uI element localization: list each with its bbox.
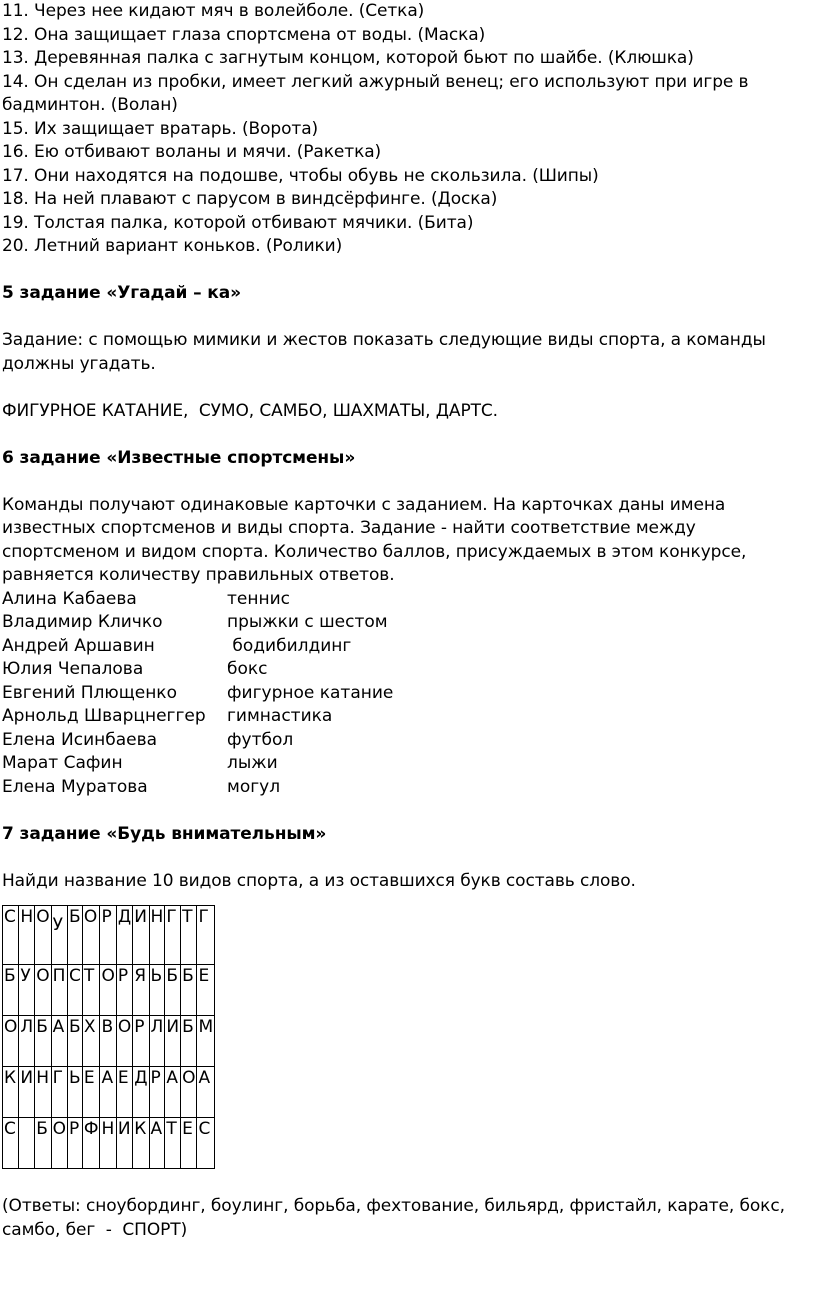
athlete-row xyxy=(2,729,812,753)
riddle-line: 20. Летний вариант коньков. (Ролики) xyxy=(2,236,343,256)
grid-cell: Б xyxy=(35,1118,51,1169)
grid-cell: Д xyxy=(133,1067,149,1118)
grid-cell: С xyxy=(3,1118,19,1169)
grid-cell: А xyxy=(149,1118,165,1169)
riddle-line: 15. Их защищает вратарь. (Ворота) xyxy=(2,118,319,139)
grid-cell: О xyxy=(3,1016,19,1067)
grid-cell: Б xyxy=(181,965,197,1016)
riddle-line: 12. Она защищает глаза спортсмена от воды. (Маска) xyxy=(2,24,486,45)
grid-cell: И xyxy=(116,1118,132,1169)
grid-cell: Н xyxy=(149,906,165,965)
task6-text: Команды получают одинаковые карточки с заданием. На карточках даны имена xyxy=(2,494,726,515)
grid-cell: С xyxy=(197,1118,215,1169)
grid-cell: Н xyxy=(35,1067,51,1118)
grid-cell: Р xyxy=(133,1016,149,1067)
grid-cell: Ф xyxy=(82,1118,100,1169)
grid-cell: Л xyxy=(149,1016,165,1067)
grid-cell: П xyxy=(51,965,67,1016)
athlete-name: Арнольд Шварцнеггер xyxy=(2,706,206,726)
grid-cell: Б xyxy=(67,906,82,965)
riddle-line: 18. На ней плавают с парусом в виндсёрфинге. (Доска) xyxy=(2,189,498,209)
sport-name: прыжки с шестом xyxy=(227,612,388,632)
grid-cell: О xyxy=(82,906,100,965)
document-page xyxy=(2,0,812,1242)
task7-heading: 7 задание «Будь внимательным» xyxy=(2,823,327,844)
task5-heading: 5 задание «Угадай – ка» xyxy=(2,283,241,303)
athlete-name: Елена Муратова xyxy=(2,776,148,797)
athlete-row xyxy=(2,682,812,706)
grid-cell: У xyxy=(19,965,35,1016)
grid-cell: Р xyxy=(67,1118,82,1169)
grid-cell: Е xyxy=(82,1067,100,1118)
grid-row xyxy=(3,1067,215,1118)
grid-cell: А xyxy=(197,1067,215,1118)
grid-cell: Б xyxy=(67,1016,82,1067)
grid-cell: О xyxy=(181,1067,197,1118)
sport-name: теннис xyxy=(227,588,290,609)
grid-cell: Б xyxy=(35,1016,51,1067)
task6-heading: 6 задание «Известные спортсмены» xyxy=(2,447,356,468)
sport-name: бокс xyxy=(227,659,268,679)
grid-cell: Г xyxy=(197,906,215,965)
riddle-line: 13. Деревянная палка с загнутым концом, которой бьют по шайбе. (Клюшка) xyxy=(2,48,694,68)
grid-cell: У xyxy=(51,906,67,965)
grid-cell: Е xyxy=(116,1067,132,1118)
grid-cell: Т xyxy=(181,906,197,965)
athlete-name: Марат Сафин xyxy=(2,753,123,773)
grid-cell: А xyxy=(51,1016,67,1067)
sport-name: фигурное катание xyxy=(227,682,394,703)
grid-cell: М xyxy=(197,1016,215,1067)
task6-text: равняется количеству правильных ответов. xyxy=(2,565,395,585)
riddle-line: бадминтон. (Волан) xyxy=(2,95,178,115)
athlete-row xyxy=(2,658,812,682)
grid-cell: О xyxy=(51,1118,67,1169)
grid-cell: А xyxy=(100,1067,116,1118)
task7-text: Найди название 10 видов спорта, а из оставшихся букв составь слово. xyxy=(2,870,636,891)
grid-cell: О xyxy=(100,965,116,1016)
riddle-line: 16. Ею отбивают воланы и мячи. (Ракетка) xyxy=(2,142,382,162)
grid-cell: Р xyxy=(149,1067,165,1118)
answers-text: (Ответы: сноубординг, боулинг, борьба, фехтование, бильярд, фристайл, карате, бокс, xyxy=(2,1196,785,1216)
athlete-name: Юлия Чепалова xyxy=(2,659,144,679)
grid-cell: В xyxy=(100,1016,116,1067)
grid-cell: Е xyxy=(181,1118,197,1169)
athletes-list xyxy=(2,588,812,800)
athlete-name: Андрей Аршавин xyxy=(2,635,155,656)
grid-cell: А xyxy=(165,1067,181,1118)
grid-cell: Х xyxy=(82,1016,100,1067)
grid-cell: Д xyxy=(116,906,132,965)
grid-cell: Ь xyxy=(149,965,165,1016)
grid-cell: Б xyxy=(181,1016,197,1067)
grid-cell: Т xyxy=(82,965,100,1016)
grid-cell: О xyxy=(35,965,51,1016)
grid-cell: О xyxy=(35,906,51,965)
grid-cell: Г xyxy=(51,1067,67,1118)
grid-cell: И xyxy=(133,906,149,965)
grid-cell: Ь xyxy=(67,1067,82,1118)
task5-text: Задание: с помощью мимики и жестов показать следующие виды спорта, а команды xyxy=(2,330,766,350)
grid-cell: С xyxy=(67,965,82,1016)
task5-text: должны угадать. xyxy=(2,353,156,374)
athlete-row xyxy=(2,611,812,635)
grid-cell: И xyxy=(165,1016,181,1067)
grid-row xyxy=(3,1118,215,1169)
grid-cell: Г xyxy=(165,906,181,965)
task6-text: спортсменом и видом спорта. Количество баллов, присуждаемых в этом конкурсе, xyxy=(2,541,747,562)
sport-name: гимнастика xyxy=(227,706,333,726)
athlete-row xyxy=(2,635,812,659)
grid-cell: Р xyxy=(100,906,116,965)
athlete-name: Алина Кабаева xyxy=(2,588,137,609)
grid-row xyxy=(3,965,215,1016)
riddles-list xyxy=(2,0,812,259)
athlete-row xyxy=(2,705,812,729)
letter-grid xyxy=(2,905,215,1169)
grid-cell: С xyxy=(3,906,19,965)
answers-text: самбо, бег - СПОРТ) xyxy=(2,1219,188,1240)
grid-cell: Р xyxy=(116,965,132,1016)
grid-cell xyxy=(19,1118,35,1169)
athlete-row xyxy=(2,776,812,800)
grid-cell: Б xyxy=(165,965,181,1016)
athlete-name: Елена Исинбаева xyxy=(2,729,158,750)
riddle-line: 11. Через нее кидают мяч в волейболе. (Сетка) xyxy=(2,1,425,21)
grid-cell: Н xyxy=(100,1118,116,1169)
grid-cell: Л xyxy=(19,1016,35,1067)
athlete-name: Евгений Плющенко xyxy=(2,682,177,703)
grid-cell: Т xyxy=(165,1118,181,1169)
grid-cell: Я xyxy=(133,965,149,1016)
sport-name: могул xyxy=(227,776,281,797)
grid-cell: К xyxy=(3,1067,19,1118)
grid-cell: Е xyxy=(197,965,215,1016)
task6-text: известных спортсменов и виды спорта. Задание - найти соответствие между xyxy=(2,518,696,538)
athlete-row xyxy=(2,752,812,776)
sport-name: бодибилдинг xyxy=(227,635,352,656)
athlete-name: Владимир Кличко xyxy=(2,612,163,632)
riddle-line: 17. Они находятся на подошве, чтобы обувь не скользила. (Шипы) xyxy=(2,165,599,186)
grid-cell: И xyxy=(19,1067,35,1118)
task5-sports: ФИГУРНОЕ КАТАНИЕ, СУМО, САМБО, ШАХМАТЫ, ДАРТС. xyxy=(2,400,498,421)
grid-cell: Б xyxy=(3,965,19,1016)
grid-cell: Н xyxy=(19,906,35,965)
sport-name: футбол xyxy=(227,729,294,750)
grid-row xyxy=(3,906,215,965)
riddle-line: 14. Он сделан из пробки, имеет легкий ажурный венец; его используют при игре в xyxy=(2,71,749,92)
grid-cell: К xyxy=(133,1118,149,1169)
athlete-row xyxy=(2,588,812,612)
grid-row xyxy=(3,1016,215,1067)
riddle-line: 19. Толстая палка, которой отбивают мячики. (Бита) xyxy=(2,212,474,233)
sport-name: лыжи xyxy=(227,753,278,773)
grid-cell: О xyxy=(116,1016,132,1067)
